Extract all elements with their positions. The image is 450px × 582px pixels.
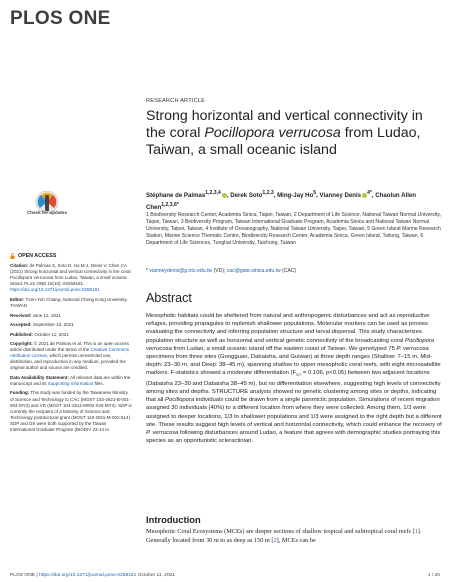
abstract-heading: Abstract xyxy=(146,291,192,305)
check-for-updates-icon[interactable] xyxy=(32,182,62,226)
footer-citation: PLOS ONE | https://doi.org/10.1371/journal.pone.0258181 October 11, 2021 xyxy=(10,573,176,578)
citation-block: Citation: de Palmas S, Soto D, Ho M-J, Denis V, Chen CA (2021) Strong horizontal and vertical connectivity in the coral Pocillopora verrucosa from Ludao, Taiwan, a small oceanic island. PLoS ONE 16(10): e0258181. https://doi.org/10.1371/journal.pone.0258181 xyxy=(10,263,131,293)
published-date: Published: October 11, 2021 xyxy=(10,331,69,337)
citation-doi-link[interactable]: https://doi.org/10.1371/journal.pone.0258181 xyxy=(10,287,100,293)
abstract-text: Mesophotic habitats could be sheltered from natural and anthropogenic disturbances and act as reproductive refuges, providing propagules to replenish shallower populations. Molecular markers can be used as proxies evaluating the connectivity and inferring population structure and larval dispersal. This study characterizes population structure as well as horizontal and vertical genetic connectivity of the broadcasting coral Pocillopora verrucosa from Ludao, a small oceanic island off the eastern coast of Taiwan. We genotyped 75 P. verrucosa specimens from three sites (Gongguan, Dabaisha, and Guiwan) at three depth ranges (Shallow: 7–15 m, Mid-depth: 23–30 m, and Deep: 38–45 m), spanning shallow to upper mesophotic coral reefs, with eight microsatellite markers. F-statistics showed a moderate differentiation ($F_{ST} = 0.106$, p<0.05) between two adjacent locations (Dabaisha 23–30 and Dabaisha 38–45 m), but no differentiation elsewhere, suggesting high levels of connectivity among sites and depths. STRUCTURE analysis showed no genetic clustering among sites or depths, indicating that all Pocillopora individuals could be drawn from a single panmictic population. Simulations of recent migration assigned 30 individuals (40%) to a different location from where they were collected. Among them, 1/3 were assigned to deeper locations, 1/3 to shallower populations and 1/3 were assigned to the right depth but a different site. These results suggest high levels of vertical and horizontal connectivity, which could enhance the recovery of P. verrucosa following disturbances around Ludao, a feature that agrees with demographic studies portraying this species as an opportunistic scleractinian. xyxy=(146,313,442,445)
article-type: RESEARCH ARTICLE xyxy=(146,98,206,104)
page-footer xyxy=(10,573,440,578)
author-name: Ming-Jay Ho xyxy=(277,192,314,200)
check-for-updates-label[interactable]: Check for updates xyxy=(26,210,68,215)
journal-logo: PLOS ONE xyxy=(10,8,111,29)
author-name: Vianney Denis xyxy=(319,192,362,200)
affiliations: 1 Biodiversity Research Center, Academia Sinica, Taipei, Taiwan, 2 Department of Life Science, National Taiwan Normal University, Taipei, Taiwan, 3 Biodiversity Program, Taiwan International Graduate Program, Academia Sinica and National Taiwan Normal University, Taipei, Taiwan, 4 Institute of Oceanography, National Taiwan University, Taipei, Taiwan, 5 Green Island Marine Research Station, Marine Science Thematic Centre, Biodiversity Research Center, Academia Sinica, Green Island, Taitung, Taiwan, 6 Department of Life Sciences, Tunghai University, Taichung, Taiwan xyxy=(146,212,441,247)
received-date: Received: June 12, 2021 xyxy=(10,312,62,318)
reference-link[interactable]: 1 xyxy=(414,528,418,535)
data-availability-block: Data Availability Statement: All relevant data are within the manuscript and its Supporting Information files. xyxy=(10,374,131,386)
corresponding-emails: * vianneydenis@g.ntu.edu.tw (VD); cac@gate.sinica.edu.tw (CAC) xyxy=(146,268,297,274)
author-name: Stéphane de Palmas xyxy=(146,192,206,200)
license-link[interactable]: Creative Commons Attribution License xyxy=(10,347,130,359)
article-info-sidebar xyxy=(10,253,132,436)
orcid-icon[interactable] xyxy=(222,193,227,198)
author-list: Stéphane de Palmas$^{1,2,3,4}$ , Derek Soto$^{1,2,3}$, Ming-Jay Ho$^5$, Vianney Denis $^{4*}$, Chaolun Allen Chen$^{1,2,3,6*}$ xyxy=(146,190,417,211)
copyright-block: Copyright: © 2021 de Palmas et al. This is an open access article distributed under the terms of the Creative Commons Attribution License, which permits unrestricted use, distribution, and reproduction in any medium, provided the original author and source are credited. xyxy=(10,340,130,371)
supporting-info-link[interactable]: Supporting Information xyxy=(47,380,94,386)
accepted-date: Accepted: September 22, 2021 xyxy=(10,322,74,328)
footer-doi-link[interactable]: https://doi.org/10.1371/journal.pone.0258181 xyxy=(39,573,137,578)
introduction-heading: Introduction xyxy=(146,514,201,525)
introduction-text: Mesophotic Coral Ecosystems (MCEs) are deeper sections of shallow tropical and subtropical coral reefs [1]. Generally located from 30 m to as deep as 150 m [2], MCEs can be xyxy=(146,528,422,544)
open-lock-icon xyxy=(10,253,15,259)
editor-block: Editor: Tzen-Yuh Chiang, National Cheng Kung University, TAIWAN xyxy=(10,296,128,309)
funding-block: Funding: This study was funded by the Taiwanese Ministry of Science and Technology to CAC (MOST 103-2621-B-001-004-MY3) and VD (MOST 104-2611-M002-020-MY2). SDP is currently the recipient of a Ministry of Science and Technology postdoctoral grant (MOST 110-2811-M-002-514). SDP and DS were both supported by the Taiwan International Graduate Program (BIODIV 23-14 to xyxy=(10,390,132,432)
reference-link[interactable]: 2 xyxy=(273,536,277,544)
author-name: Derek Soto xyxy=(230,192,263,200)
email-link-cac[interactable]: cac@gate.sinica.edu.tw xyxy=(226,268,281,274)
author-name: Chaolun Allen Chen xyxy=(146,192,417,211)
open-access-badge: OPEN ACCESS xyxy=(10,253,132,259)
article-title: Strong horizontal and vertical connectivity in the coral Pocillopora verrucosa from Ludao, Taiwan, a small oceanic island xyxy=(146,108,423,158)
page-number: 1 / 20 xyxy=(427,573,440,578)
email-link-vd[interactable]: vianneydenis@g.ntu.edu.tw xyxy=(149,268,213,274)
